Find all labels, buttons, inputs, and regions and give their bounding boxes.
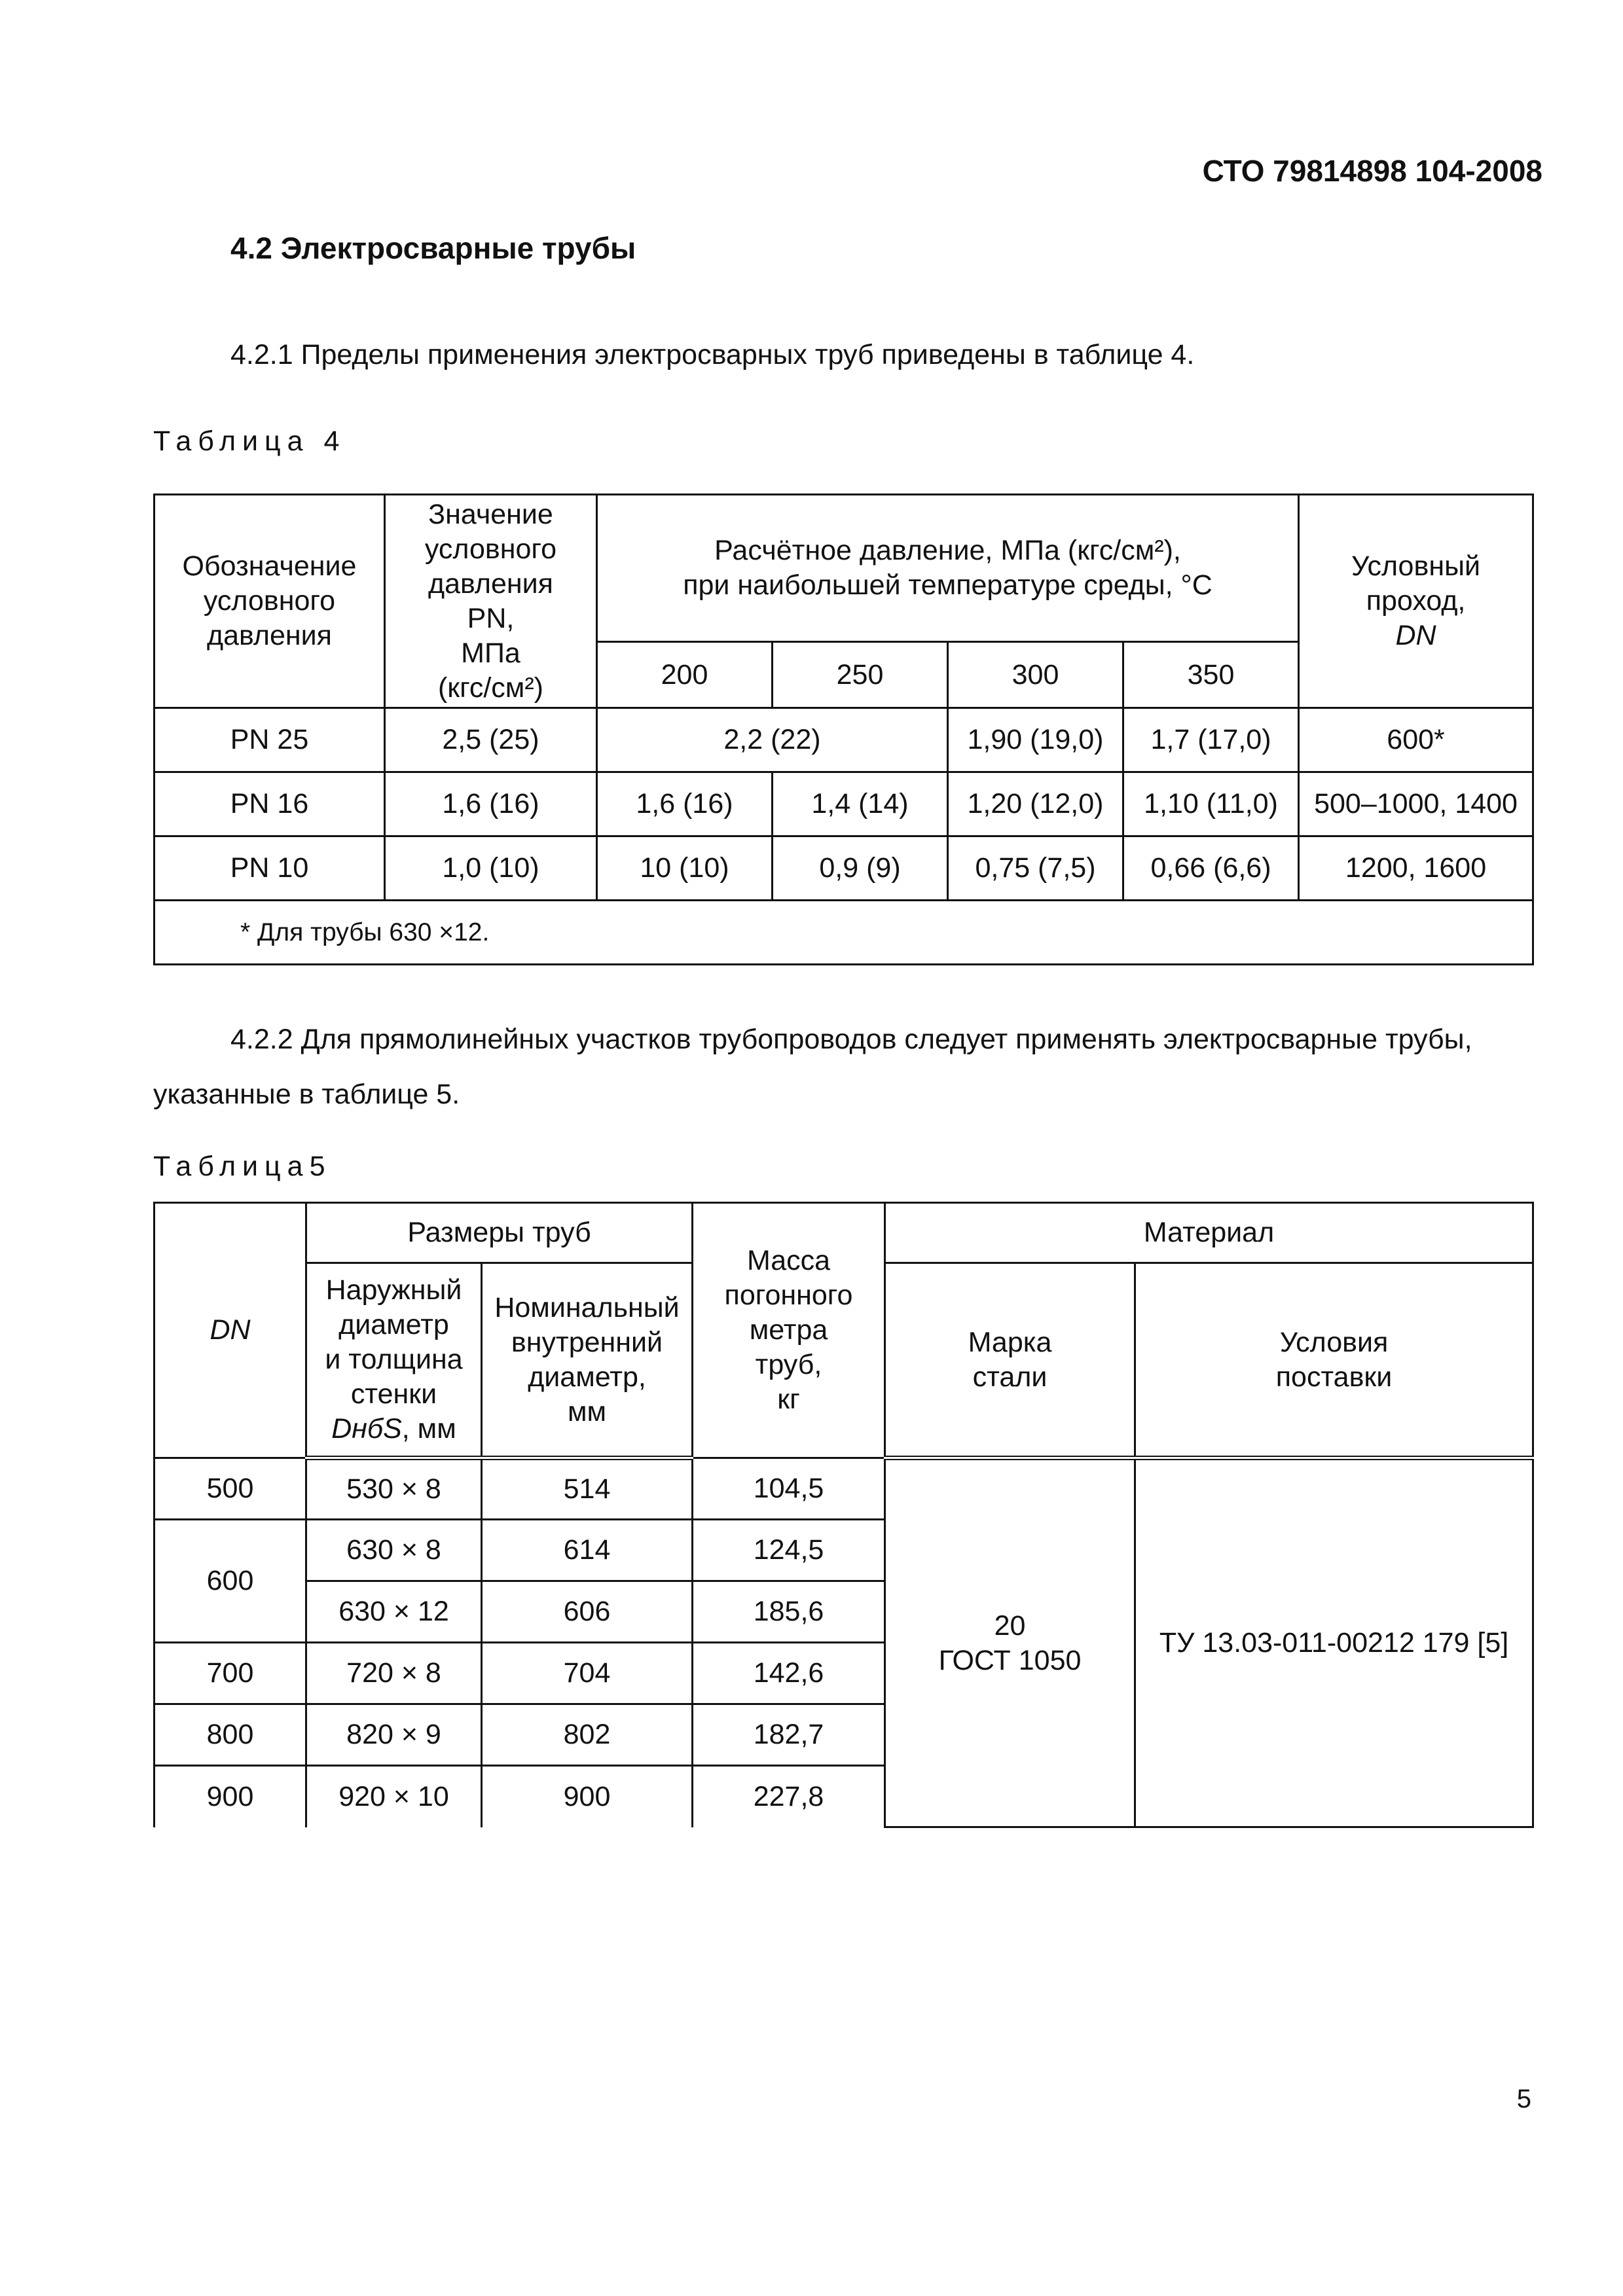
t5-cell-steel: 20 ГОСТ 1050 [885,1458,1135,1827]
t5-cell-dn: 600 [155,1520,306,1643]
t4-header-nominal-value: Значение условного давления PN, МПа (кгс/см²) [385,495,597,708]
table-4-caption: Таблица 4 [153,425,346,457]
t5-cell-size: 630 × 8 [306,1520,482,1581]
table-row [155,708,1533,772]
t4-cell-t350: 1,10 (11,0) [1123,772,1299,836]
t5-cell-mass: 185,6 [693,1581,885,1643]
t4-cell-value: 1,0 (10) [385,836,597,901]
table-row [155,772,1533,836]
t5-header-outer-diameter: Наружный диаметр и толщина стенки DнбS, мм [306,1263,482,1458]
t5-cell-inner: 614 [482,1520,693,1581]
t5-cell-size: 820 × 9 [306,1704,482,1766]
t5-cell-inner: 606 [482,1581,693,1643]
t5-cell-size: 720 × 8 [306,1643,482,1704]
table-5 [153,1202,1534,1828]
t4-cell-t300: 1,20 (12,0) [948,772,1123,836]
section-heading: 4.2 Электросварные трубы [230,231,636,265]
t5-cell-delivery: ТУ 13.03-011-00212 179 [5] [1135,1458,1533,1827]
page-number: 5 [1516,2085,1531,2113]
t5-cell-inner: 704 [482,1643,693,1704]
t4-cell-t350: 1,7 (17,0) [1123,708,1299,772]
t5-cell-inner: 900 [482,1766,693,1827]
t5-cell-mass: 142,6 [693,1643,885,1704]
t4-cell-t300: 1,90 (19,0) [948,708,1123,772]
t5-cell-inner: 802 [482,1704,693,1766]
t5-header-mass: Масса погонного метра труб, кг [693,1203,885,1458]
t5-cell-dn: 700 [155,1643,306,1704]
t5-cell-mass: 182,7 [693,1704,885,1766]
t5-header-delivery: Условия поставки [1135,1263,1533,1458]
t4-cell-pn: PN 10 [155,836,385,901]
t4-footnote: * Для трубы 630 ×12. [155,901,1533,965]
t5-header-pipe-sizes: Размеры труб [306,1203,693,1263]
table-5-caption: Таблица5 [153,1151,332,1182]
t4-cell-t250: 0,9 (9) [773,836,948,901]
t5-header-inner-diameter: Номинальный внутренний диаметр, мм [482,1263,693,1458]
table-row [155,836,1533,901]
t4-header-designation: Обозначение условного давления [155,495,385,708]
table-row [155,1458,1533,1520]
t4-cell-t300: 0,75 (7,5) [948,836,1123,901]
t4-cell-t200: 10 (10) [597,836,773,901]
t5-cell-mass: 227,8 [693,1766,885,1827]
t4-cell-value: 2,5 (25) [385,708,597,772]
t5-cell-dn: 500 [155,1458,306,1520]
paragraph-4-2-1: 4.2.1 Пределы применения электросварных труб приведены в таблице 4. [230,339,1195,370]
t4-temp-200: 200 [597,642,773,708]
t5-cell-size: 920 × 10 [306,1766,482,1827]
t4-temp-350: 350 [1123,642,1299,708]
t4-cell-pn: PN 16 [155,772,385,836]
t5-cell-size: 630 × 12 [306,1581,482,1643]
t4-header-nominal-passage: Условный проход, DN [1299,495,1533,708]
t4-temp-250: 250 [773,642,948,708]
t5-header-material: Материал [885,1203,1533,1263]
t4-cell-t250: 1,4 (14) [773,772,948,836]
t5-cell-inner: 514 [482,1458,693,1520]
t4-cell-dn: 1200, 1600 [1299,836,1533,901]
t4-cell-dn: 500–1000, 1400 [1299,772,1533,836]
t4-cell-pn: PN 25 [155,708,385,772]
t5-cell-dn: 900 [155,1766,306,1827]
t4-temp-300: 300 [948,642,1123,708]
t5-header-steel-grade: Марка стали [885,1263,1135,1458]
t5-cell-dn: 800 [155,1704,306,1766]
t5-cell-size: 530 × 8 [306,1458,482,1520]
paragraph-4-2-2: 4.2.2 Для прямолинейных участков трубопроводов следует применять электросварные трубы, указанные в таблице 5. [153,1024,1472,1110]
table-4 [153,493,1534,965]
t4-cell-value: 1,6 (16) [385,772,597,836]
t5-cell-mass: 104,5 [693,1458,885,1520]
t4-cell-t200-250: 2,2 (22) [597,708,948,772]
t4-header-design-pressure: Расчётное давление, МПа (кгс/см²), при наибольшей температуре среды, °С [597,495,1299,642]
t4-cell-t350: 0,66 (6,6) [1123,836,1299,901]
t5-cell-mass: 124,5 [693,1520,885,1581]
t5-header-dn: DN [155,1203,306,1458]
t4-cell-dn: 600* [1299,708,1533,772]
t4-cell-t200: 1,6 (16) [597,772,773,836]
document-code: СТО 79814898 104-2008 [1202,154,1542,188]
